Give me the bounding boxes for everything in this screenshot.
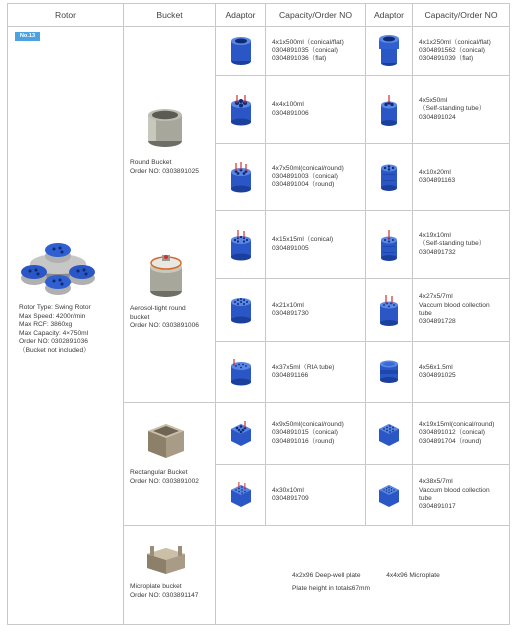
text-line: 0304891036（flat) [272, 55, 327, 63]
text-line: 0304891728 [419, 318, 456, 326]
text-line: 0304891704（round) [419, 437, 482, 445]
capacity-cell [413, 144, 510, 211]
text-line: 4x27x5/7ml [419, 293, 453, 301]
round-bucket-label [130, 159, 199, 176]
adaptor-cell [216, 76, 266, 144]
text-line: bucket [130, 313, 150, 321]
text-line: 4x10x20ml [419, 168, 451, 176]
text-line: 0304891166 [272, 372, 309, 379]
text-line: tube [419, 495, 432, 502]
text-line: Aerosol-tight round [130, 305, 186, 312]
capacity-text-right-4 [413, 293, 509, 326]
capacity-cell [413, 76, 510, 144]
adaptor-cell [216, 144, 266, 211]
capacity-text-right-0 [413, 39, 509, 64]
capacity-cell [266, 76, 366, 144]
adaptor-56x1.5ml-icon [378, 358, 400, 386]
capacity-cell [413, 279, 510, 342]
adaptor-500ml-icon [230, 36, 252, 66]
text-line: 0304891006 [272, 109, 309, 117]
adaptor-10x20ml-icon [379, 162, 399, 192]
text-line: 4x9x50ml(conical/round) [272, 421, 344, 429]
adaptor-cell [366, 342, 413, 403]
microplate-plate-1: 4x2x96 Deep-well plate [292, 572, 361, 579]
capacity-cell [266, 279, 366, 342]
model-badge: No.13 [15, 32, 40, 41]
text-line: 4x7x50ml(conical/round) [272, 164, 344, 172]
capacity-cell [266, 144, 366, 211]
capacity-cell [413, 27, 510, 76]
microplate-plate-2: 4x4x96 Microplate [386, 572, 440, 579]
table-row [8, 27, 510, 76]
adaptor-cell [216, 211, 266, 279]
text-line: Rotor Type: Swing Rotor [19, 304, 91, 311]
text-line: 0304891024 [419, 113, 456, 121]
capacity-text-right-2 [413, 169, 509, 186]
capacity-text-right-5 [413, 364, 509, 381]
swing-rotor-icon [16, 234, 100, 298]
text-line: 0304891016（round) [272, 437, 335, 445]
adaptor-27x5ml-icon [378, 293, 400, 327]
aerosol-bucket-icon [145, 251, 187, 299]
capacity-text-left-3 [266, 236, 365, 253]
capacity-text-left-2 [266, 165, 365, 190]
capacity-cell [266, 403, 366, 465]
text-line: 0304891730 [272, 310, 309, 317]
text-line: 0304891005 [272, 244, 309, 252]
adaptor-9x50ml-icon [229, 421, 253, 447]
adaptor-cell [366, 76, 413, 144]
adaptor-cell [366, 144, 413, 211]
microplate-height: Plate height in total≤67mm [292, 585, 371, 592]
capacity-cell [266, 211, 366, 279]
rotor-specs [19, 304, 91, 356]
text-line: 0304891012（conical) [419, 429, 485, 437]
text-line: 4x21x10ml [272, 301, 304, 309]
round-bucket-icon [143, 105, 187, 149]
text-line: Max Speed: 4200r/min [19, 312, 86, 320]
text-line: 0304891015（conical) [272, 429, 338, 437]
adaptor-7x50ml-icon [229, 161, 253, 193]
text-line: Vaccum blood collection [419, 301, 490, 309]
text-line: 0304891003（conical) [272, 172, 338, 180]
text-line: 0304891039（flat) [419, 55, 474, 63]
microplate-info-cell [216, 526, 510, 625]
capacity-text-right-7 [413, 478, 509, 511]
capacity-text-left-7 [266, 487, 365, 504]
text-line: 0304891017 [419, 503, 456, 511]
adaptor-cell [366, 27, 413, 76]
capacity-text-left-5 [266, 364, 365, 381]
header-adaptor-2: Adaptor [366, 4, 413, 27]
text-line: 0304891163 [419, 177, 456, 184]
header-capacity-1: Capacity/Order NO [266, 4, 366, 27]
text-line: Vaccum blood collection [419, 486, 490, 494]
text-line: （Self-standing tube） [419, 240, 486, 248]
adaptor-cell [216, 342, 266, 403]
adaptor-38x5ml-icon [377, 482, 401, 508]
text-line: Order NO: 0302891036 [19, 338, 88, 346]
text-line: 4x15x15ml（conical) [272, 236, 334, 244]
adaptor-15x15ml-icon [229, 229, 253, 261]
adaptor-cell [366, 465, 413, 526]
text-line: Max RCF: 3860xg [19, 321, 73, 329]
text-line: 4x4x100ml [272, 101, 304, 109]
text-line: Max Capacity: 4×750ml [19, 329, 89, 337]
text-line: 0304891004（round) [272, 181, 335, 189]
adaptor-cell [216, 403, 266, 465]
capacity-text-left-6 [266, 421, 365, 446]
text-line: Order NO: 0303891025 [130, 167, 199, 175]
capacity-cell [413, 211, 510, 279]
capacity-cell [413, 403, 510, 465]
text-line: （Self-standing tube） [419, 105, 486, 113]
text-line: 4x38x5/7ml [419, 478, 453, 486]
adaptor-21x10ml-icon [229, 295, 253, 325]
text-line: 4x30x10ml [272, 486, 304, 494]
adaptor-250ml-icon [378, 34, 400, 68]
microplate-bucket-icon [144, 544, 188, 578]
text-line: 4x19x15ml(conical/round) [419, 421, 495, 429]
adaptor-cell [366, 403, 413, 465]
text-line: Order NO: 0303891002 [130, 477, 199, 485]
text-line: Microplate bucket [130, 583, 182, 590]
adaptor-37x5ml-icon [229, 357, 253, 387]
text-line: （Bucket not included） [19, 346, 90, 354]
text-line: 4x1x500ml（conical/flat) [272, 38, 344, 46]
capacity-text-left-4 [266, 302, 365, 319]
capacity-cell [266, 27, 366, 76]
text-line: 0304891025 [419, 372, 456, 379]
round-bucket-cell [124, 27, 216, 403]
capacity-text-right-3 [413, 232, 509, 257]
capacity-text-right-1 [413, 97, 509, 122]
capacity-text-left-1 [266, 101, 365, 118]
aerosol-bucket-label [130, 305, 199, 331]
text-line: 4x1x250ml（conical/flat) [419, 38, 491, 46]
rectangular-bucket-label [130, 469, 199, 486]
microplate-bucket-label [130, 583, 198, 600]
capacity-cell [266, 342, 366, 403]
text-line: tube [419, 310, 432, 317]
adaptor-5x50ml-icon [379, 93, 399, 127]
adaptor-cell [216, 279, 266, 342]
rectangular-bucket-icon [145, 419, 187, 461]
capacity-text-right-6 [413, 421, 509, 446]
text-line: 4x37x5ml（RIA tube) [272, 363, 335, 371]
adaptor-19x10ml-icon [379, 228, 399, 262]
capacity-cell [266, 465, 366, 526]
adaptor-19x15ml-icon [377, 421, 401, 447]
text-line: 0304891709 [272, 495, 309, 502]
text-line: 0304891562（conical) [419, 46, 485, 54]
header-adaptor-1: Adaptor [216, 4, 266, 27]
adaptor-cell [366, 279, 413, 342]
adaptor-cell [216, 27, 266, 76]
capacity-cell [413, 342, 510, 403]
capacity-text-left-0 [266, 39, 365, 64]
text-line: 4x19x10ml [419, 232, 451, 240]
header-bucket: Bucket [124, 4, 216, 27]
adaptor-cell [366, 211, 413, 279]
table-header-row [8, 4, 510, 27]
capacity-cell [413, 465, 510, 526]
text-line: 4x56x1.5ml [419, 363, 453, 371]
adaptor-4x100ml-icon [229, 94, 253, 126]
text-line: Order NO: 0303891006 [130, 322, 199, 330]
text-line: Rectangular Bucket [130, 469, 188, 476]
header-capacity-2: Capacity/Order NO [413, 4, 510, 27]
text-line: Round Bucket [130, 159, 172, 166]
text-line: Order NO: 0303891147 [130, 591, 199, 599]
text-line: 0304891732 [419, 248, 456, 256]
adaptor-cell [216, 465, 266, 526]
header-rotor: Rotor [8, 4, 124, 27]
text-line: 0304891035（conical) [272, 46, 338, 54]
text-line: 4x5x50ml [419, 97, 448, 105]
adaptor-30x10ml-icon [229, 482, 253, 508]
